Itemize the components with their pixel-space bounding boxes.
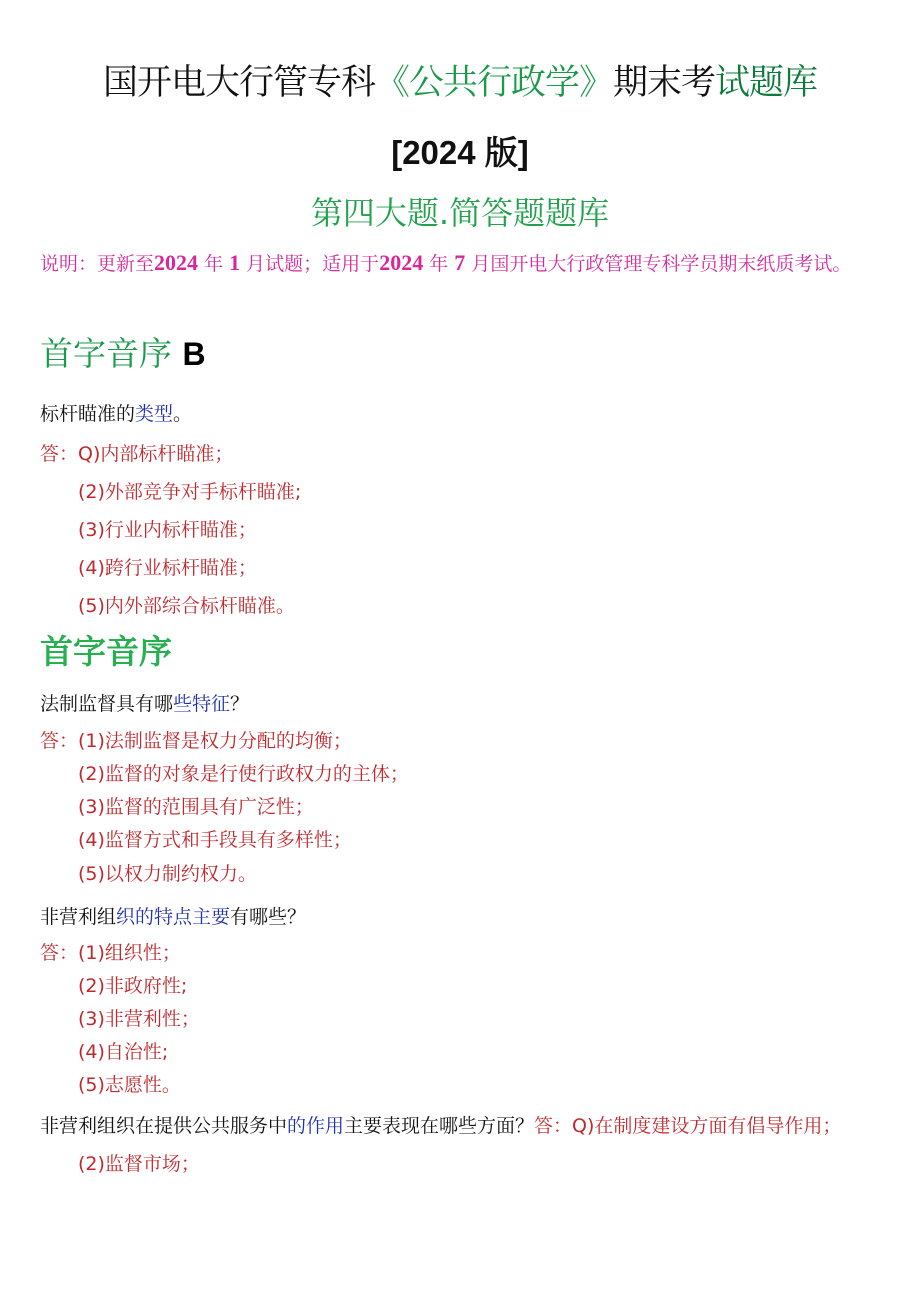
question-tail: 有哪些？: [230, 906, 307, 928]
answer-line: (5)内外部综合标杆瞄准。: [78, 595, 295, 617]
question-4: [40, 1112, 841, 1140]
note-text: 月国开电大行政管理专科学员期末纸质考试。: [471, 253, 852, 275]
answer-line: (2)监督的对象是行使行政权力的主体；: [78, 763, 409, 785]
question-2: [40, 690, 249, 718]
answer-line: (5)以权力制约权力。: [78, 863, 257, 885]
note-year: 2024: [154, 250, 199, 275]
question-tail: 。: [173, 403, 193, 425]
answer-line: 答：(1)法制监督是权力分配的均衡；: [40, 730, 352, 752]
title-part-2: 《公共行政学》: [374, 63, 613, 103]
note-text: 月试题；适用于: [246, 253, 380, 275]
question-1: [40, 400, 192, 428]
usage-note: [40, 244, 880, 283]
title-part-1: 国开电大行管专科: [102, 63, 375, 103]
section-title: 第四大题.简答题题库: [310, 194, 610, 232]
answer-line: (4)监督方式和手段具有多样性；: [78, 829, 352, 851]
title-part-4: 试题库: [715, 63, 818, 103]
answer-line: (3)非营利性；: [78, 1008, 200, 1030]
question-text: 非营利组织在提供公共服务中: [40, 1115, 288, 1137]
note-month: 1: [229, 250, 241, 275]
question-text: 法制监督具有哪: [40, 693, 174, 715]
title-part-3: 期末考: [613, 63, 716, 103]
index-heading-b: [40, 332, 206, 376]
note-text: 说明：更新至: [40, 253, 155, 275]
question-text: 标杆瞄准的: [40, 403, 136, 425]
answer-line: (3)行业内标杆瞄准；: [78, 519, 257, 541]
answer-line: 答：Q)内部标杆瞄准；: [40, 443, 234, 465]
answer-line: (5)志愿性。: [78, 1074, 181, 1096]
question-keyword: 织的特点主要: [116, 906, 231, 928]
note-year: 2024: [379, 250, 424, 275]
index-heading: [40, 630, 172, 674]
answer-line: (2)非政府性;: [78, 975, 188, 997]
question-tail: ？: [230, 693, 250, 715]
answer-line: 答：Q)在制度建设方面有倡导作用；: [534, 1115, 842, 1137]
heading-text: 首字音序: [40, 334, 172, 373]
question-keyword: 的作用: [287, 1115, 345, 1137]
edition-label: [2024 版]: [391, 134, 529, 171]
question-3: [40, 903, 306, 931]
answer-line: (4)自治性;: [78, 1041, 169, 1063]
answer-line: (3)监督的范围具有广泛性；: [78, 796, 314, 818]
answer-line: 答：(1)组织性；: [40, 942, 181, 964]
heading-letter: B: [182, 336, 206, 372]
heading-text: 首字音序: [40, 632, 172, 671]
note-text: 年: [429, 253, 449, 275]
question-tail: 主要表现在哪些方面？: [344, 1115, 535, 1137]
question-text: 非营利组: [40, 906, 117, 928]
note-text: 年: [204, 253, 224, 275]
question-keyword: 些特征: [173, 693, 231, 715]
answer-line: (2)外部竞争对手标杆瞄准;: [78, 481, 302, 503]
question-keyword: 类型: [135, 403, 174, 425]
note-month: 7: [454, 250, 466, 275]
document-title: [0, 58, 920, 108]
answer-line: (2)监督市场；: [78, 1153, 200, 1175]
answer-line: (4)跨行业标杆瞄准；: [78, 557, 257, 579]
